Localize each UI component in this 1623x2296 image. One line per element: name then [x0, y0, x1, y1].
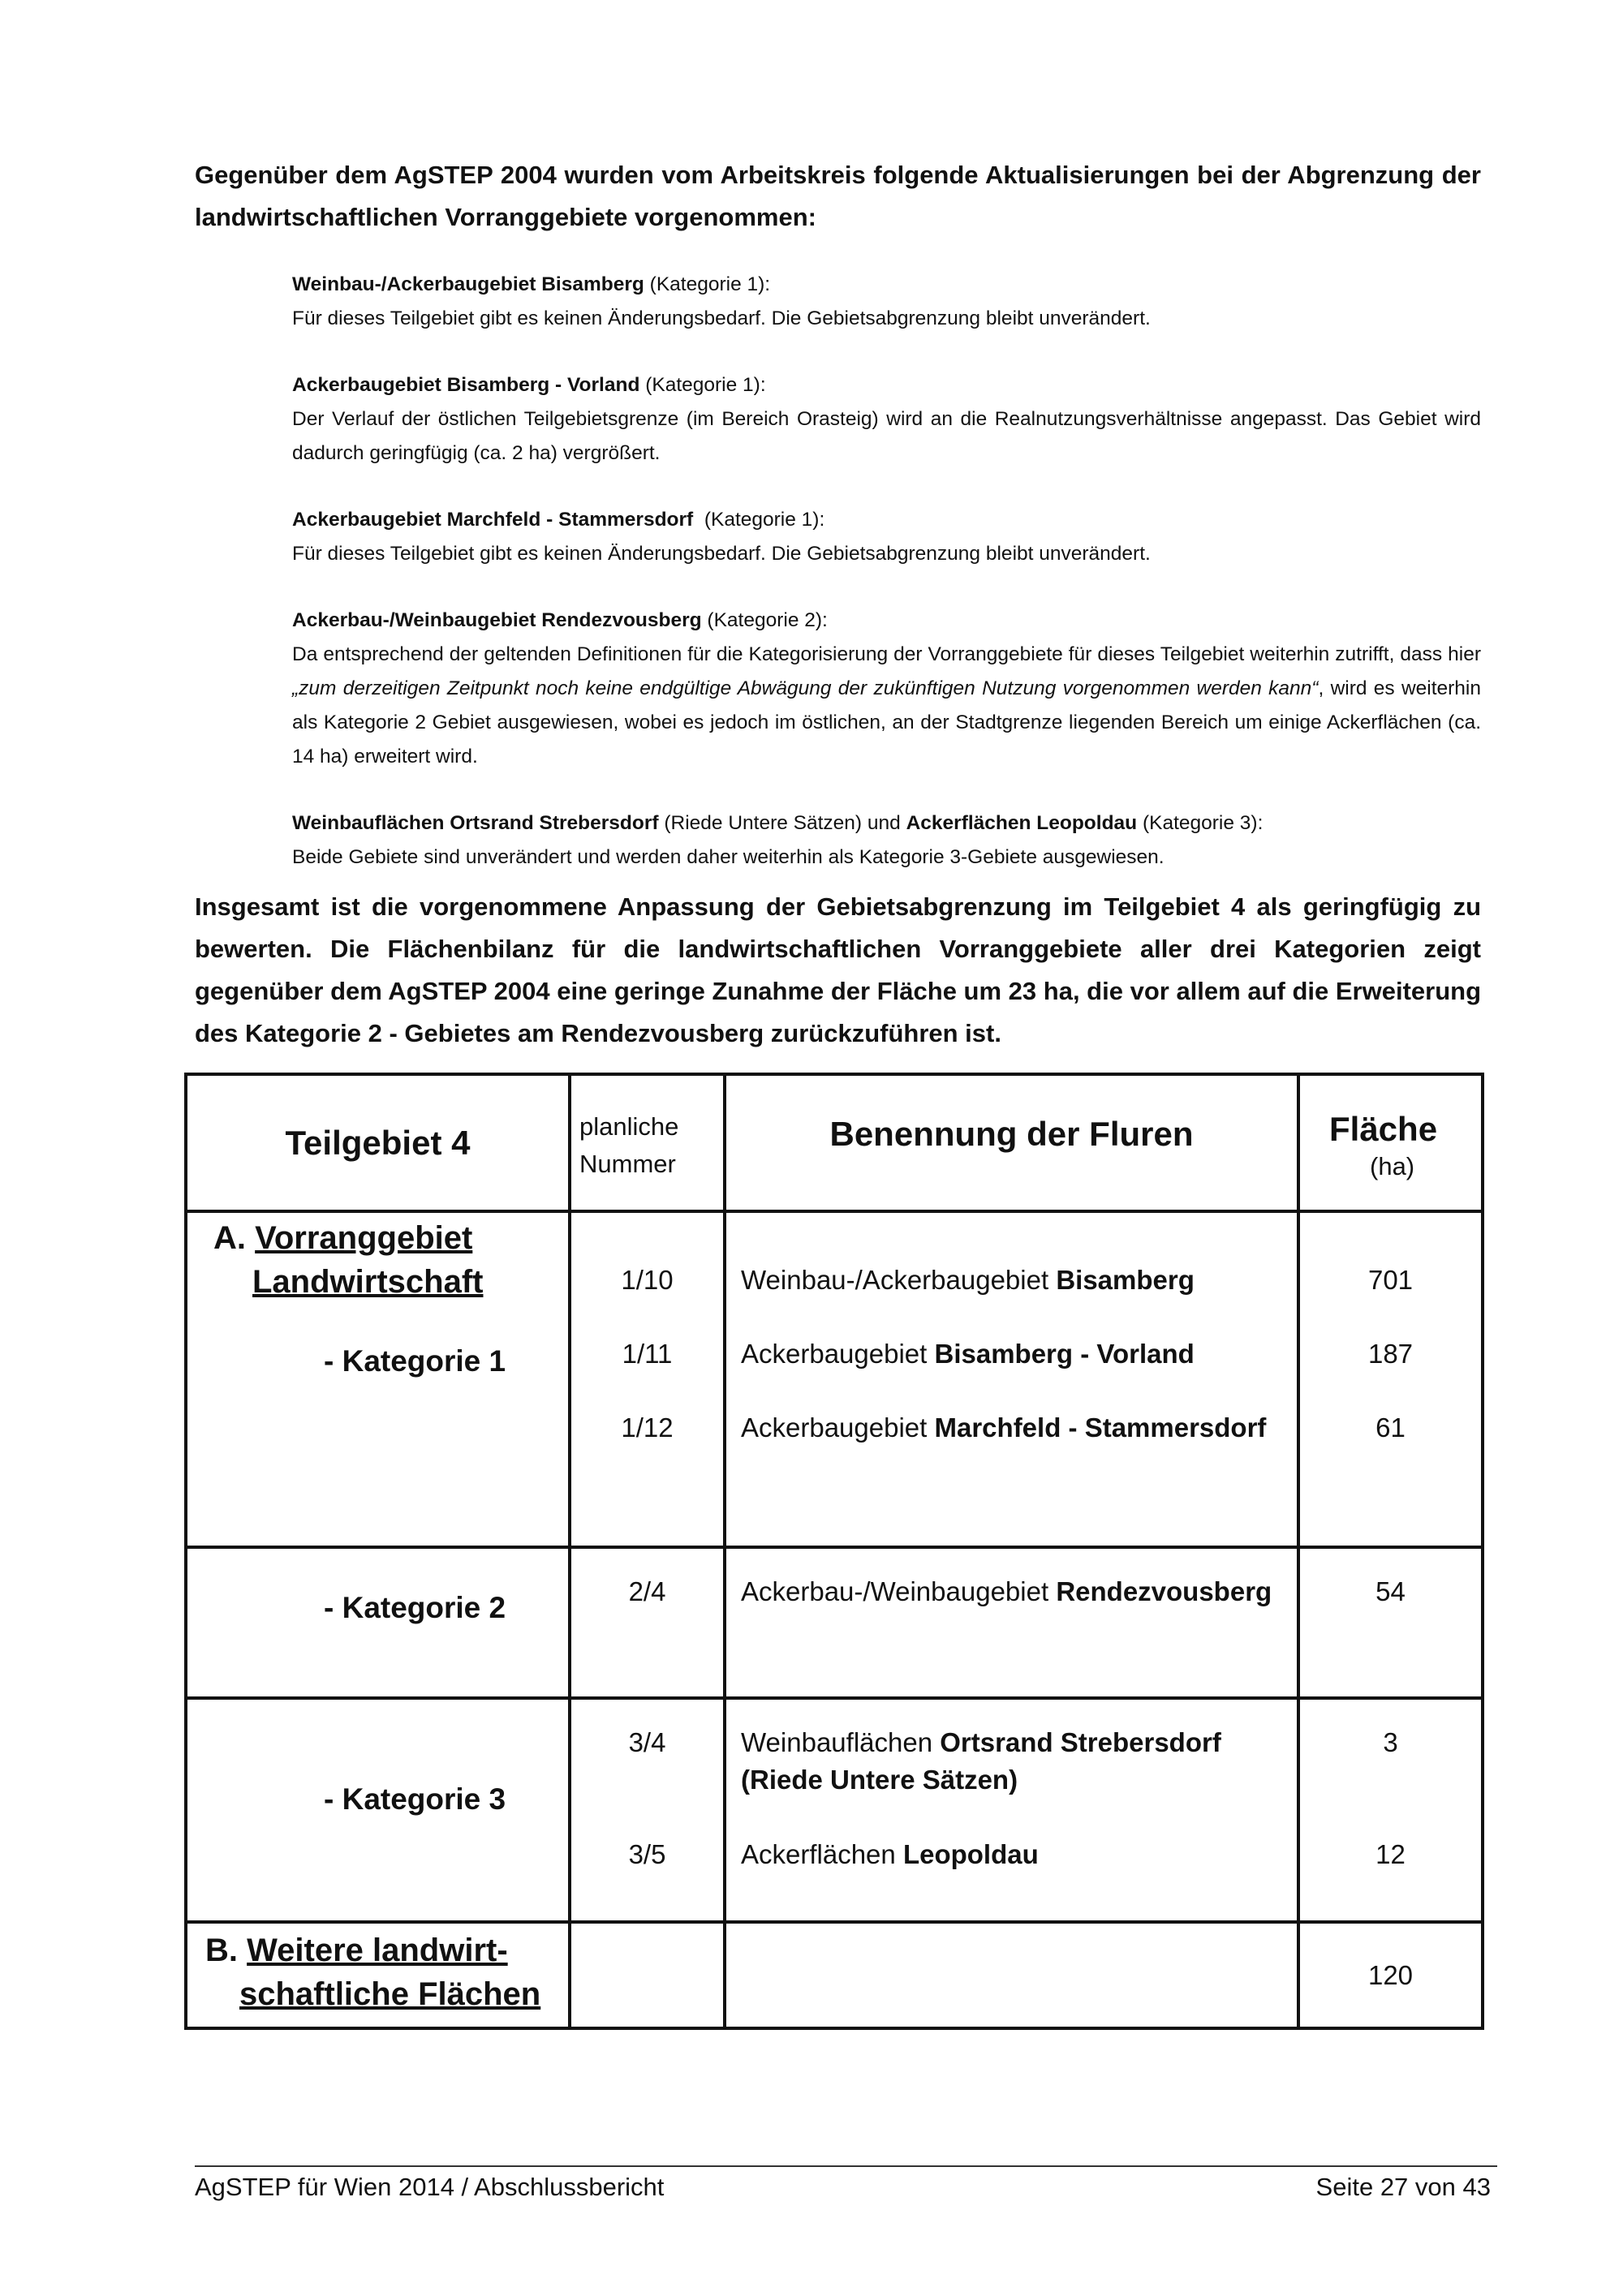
header-nummer: planliche	[579, 1112, 679, 1141]
section-category: (Kategorie 1):	[639, 374, 766, 396]
section-text: Für dieses Teilgebiet gibt es keinen Änderungsbedarf. Die Gebietsabgrenzung bleibt unverändert.	[292, 307, 1151, 329]
section-text: Da entsprechend der geltenden Definitionen für die Kategorisierung der Vorranggebiete für dieses Teilgebiet weiterhin zutrifft, dass hier	[292, 643, 1481, 665]
content-flow	[195, 154, 1481, 2030]
row-number: 3/4	[628, 1727, 666, 1757]
row-area: 701	[1367, 1265, 1414, 1295]
section-text: Beide Gebiete sind unverändert und werden daher weiterhin als Kategorie 3-Gebiete ausgewiesen.	[292, 846, 1165, 868]
header-benennung: Benennung der Fluren	[829, 1115, 1194, 1153]
header-teilgebiet: Teilgebiet 4	[285, 1123, 471, 1162]
section-quote: „zum derzeitigen Zeitpunkt noch keine endgültige Abwägung der zukünftigen Nutzung vorgenommen werden kann“	[292, 677, 1319, 699]
section-marchfeld	[292, 503, 1481, 571]
table-row-weitere	[186, 1922, 1483, 2028]
table-row-kategorie-1	[186, 1211, 1483, 1547]
section-rendezvousberg	[292, 604, 1481, 774]
row-number: 1/10	[621, 1265, 674, 1295]
row-number: 1/12	[621, 1412, 674, 1443]
footer-divider	[195, 2165, 1497, 2167]
section-subtitle: (Riede Untere Sätzen) und	[658, 812, 906, 834]
summary-paragraph: Insgesamt ist die vorgenommene Anpassung der Gebietsabgrenzung im Teilgebiet 4 als geringfügig zu bewerten. Die Flächenbilanz für die landwirtschaftlichen Vorranggebiete aller drei Kategorien zeigt gegenüber dem AgSTEP 2004 eine geringe Zunahme der Fläche um 23 ha, die vor allem auf die Erweiterung des Kategorie 2 - Gebietes am Rendezvousberg zurückzuführen ist.	[195, 892, 1481, 1047]
section-b-label: B. Weitere landwirt- schaftliche Flächen	[186, 1922, 570, 2028]
kategorie-3-label: - Kategorie 3	[186, 1698, 570, 1922]
footer-page-number: Seite 27 von 43	[1315, 2173, 1491, 2201]
header-unit: (ha)	[1370, 1152, 1415, 1180]
row-area: 54	[1298, 1547, 1483, 1698]
section-bisamberg-vorland	[292, 368, 1481, 471]
row-name: Ackerbau-/Weinbaugebiet Rendezvousberg	[725, 1547, 1298, 1698]
footer-title: AgSTEP für Wien 2014 / Abschlussbericht	[195, 2173, 665, 2201]
header-nummer-2: Nummer	[579, 1150, 676, 1178]
section-title: Weinbau-/Ackerbaugebiet Bisamberg	[292, 273, 644, 295]
section-text: Für dieses Teilgebiet gibt es keinen Änderungsbedarf. Die Gebietsabgrenzung bleibt unverändert.	[292, 543, 1151, 565]
empty-cell	[570, 1922, 725, 2028]
row-name: Ackerbaugebiet Bisamberg - Vorland	[741, 1339, 1195, 1369]
row-number: 1/11	[622, 1339, 673, 1369]
section-category: (Kategorie 2):	[701, 609, 828, 631]
section-title: Ackerflächen Leopoldau	[906, 812, 1138, 834]
section-category: (Kategorie 1):	[644, 273, 771, 295]
table-header	[186, 1074, 1483, 1211]
row-number: 2/4	[570, 1547, 725, 1698]
kategorie-1-label: - Kategorie 1	[324, 1344, 506, 1378]
row-area: 61	[1375, 1412, 1406, 1443]
row-name: Ackerbaugebiet Marchfeld - Stammersdorf	[741, 1412, 1267, 1443]
section-strebersdorf-leopoldau	[292, 806, 1481, 875]
section-category: (Kategorie 3):	[1137, 812, 1264, 834]
area-table	[184, 1073, 1484, 2030]
section-bisamberg	[292, 268, 1481, 336]
empty-cell	[725, 1922, 1298, 2028]
sections	[195, 268, 1481, 875]
row-area: 12	[1375, 1839, 1406, 1869]
row-name: Weinbauflächen Ortsrand Strebersdorf (Riede Untere Sätzen)	[741, 1727, 1221, 1795]
section-category: (Kategorie 1):	[693, 509, 825, 531]
section-text: , wird es weiterhin als Kategorie 2 Gebiet ausgewiesen, wobei es jedoch im östlichen, an der Stadtgrenze liegenden Bereich um einige Ackerflächen (ca. 14 ha) erweitert wird.	[292, 677, 1481, 767]
row-name: Ackerflächen Leopoldau	[741, 1839, 1039, 1869]
table-row-kategorie-2	[186, 1547, 1483, 1698]
row-area: 3	[1383, 1727, 1398, 1757]
table-row-kategorie-3	[186, 1698, 1483, 1922]
row-area: 120	[1298, 1922, 1483, 2028]
section-title: Ackerbau-/Weinbaugebiet Rendezvousberg	[292, 609, 702, 631]
section-title: Weinbauflächen Ortsrand Strebersdorf	[292, 812, 659, 834]
kategorie-2-label: - Kategorie 2	[186, 1547, 570, 1698]
row-name: Weinbau-/Ackerbaugebiet Bisamberg	[741, 1265, 1195, 1295]
intro-paragraph: Gegenüber dem AgSTEP 2004 wurden vom Arbeitskreis folgende Aktualisierungen bei der Abgrenzung der landwirtschaftlichen Vorranggebiete vorgenommen:	[195, 161, 1481, 231]
row-number: 3/5	[628, 1839, 666, 1869]
header-flaeche: Fläche	[1329, 1110, 1438, 1148]
section-text: Der Verlauf der östlichen Teilgebietsgrenze (im Bereich Orasteig) wird an die Realnutzungsverhältnisse angepasst. Das Gebiet wird dadurch geringfügig (ca. 2 ha) vergrößert.	[292, 408, 1481, 464]
section-a-label: A. Vorranggebiet Landwirtschaft	[213, 1220, 484, 1300]
section-title: Ackerbaugebiet Marchfeld - Stammersdorf	[292, 509, 694, 531]
section-title: Ackerbaugebiet Bisamberg - Vorland	[292, 374, 640, 396]
row-area: 187	[1367, 1339, 1414, 1369]
